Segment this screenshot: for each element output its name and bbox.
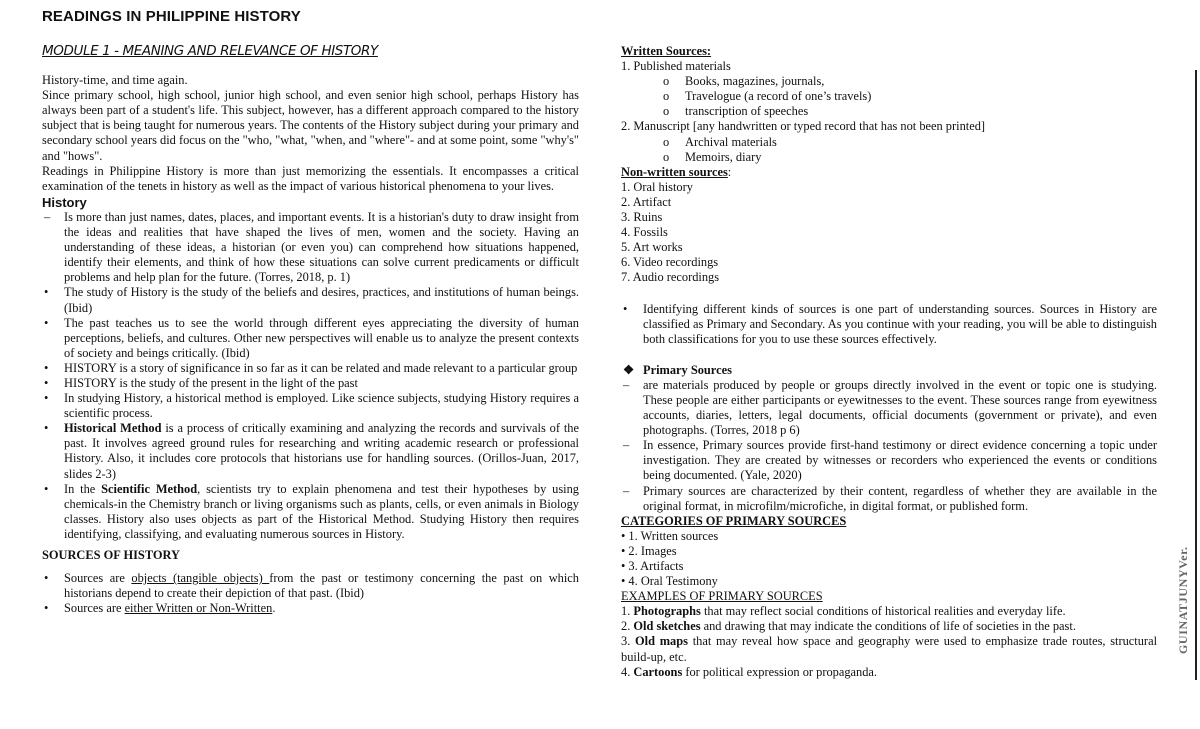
written-sub-text: transcription of speeches <box>685 104 809 119</box>
non-written-item: 7. Audio recordings <box>621 270 720 285</box>
sources-bullet-1-text: from the past or testimony concerning the past on which historians depend to create their depiction of that past. (Ibid) <box>64 571 579 601</box>
category-item: • 4. Oral Testimony <box>621 574 718 589</box>
spacer <box>621 286 1157 302</box>
history-bullet-1 <box>42 285 579 315</box>
sources-bullet-1 <box>42 571 579 601</box>
primary-dash-1 <box>621 378 1157 438</box>
history-dash-item <box>42 210 579 285</box>
sub-marker: o <box>663 134 670 149</box>
history-bullet-3 <box>42 361 579 376</box>
bullet-marker: • <box>44 481 49 496</box>
example-term: Old maps <box>635 634 688 649</box>
example-number: 3. <box>621 634 636 649</box>
primary-sources-heading-text: Primary Sources <box>643 362 732 377</box>
dash-marker: – <box>623 483 630 498</box>
history-bullet-7 <box>42 482 579 542</box>
example-term: Old sketches <box>633 619 701 634</box>
example-2 <box>621 619 1157 634</box>
sub-marker: o <box>663 74 670 89</box>
written-sub-text: Travelogue (a record of one’s travels) <box>685 89 872 104</box>
primary-dash-2-text: In essence, Primary sources provide first-hand testimony or direct evidence concerning a topic under investigation. They are created by witnesses or recorders who experienced the events or conditions being documented. (Yale, 2020) <box>643 438 1157 483</box>
non-written-heading: Non-written sources <box>621 164 728 179</box>
bullet-marker: • <box>44 571 49 586</box>
non-written-colon: : <box>727 164 732 179</box>
history-bullet-6 <box>42 421 579 481</box>
identify-note <box>621 302 1157 347</box>
intro-paragraph-2: Readings in Philippine History is more than just memorizing the essentials. It encompasses a critical examination of the tenets in history as well as the impact of various historical phenomena to your lives. <box>42 163 579 193</box>
page-edge-line <box>1195 70 1197 680</box>
written-sub-text: Memoirs, diary <box>685 149 762 164</box>
primary-sources-heading <box>621 363 1157 378</box>
spacer <box>621 347 1157 363</box>
bullet-marker: • <box>44 285 49 300</box>
bullet-marker: • <box>44 391 49 406</box>
written-sub-text: Books, magazines, journals, <box>685 74 825 89</box>
example-4 <box>621 665 1157 680</box>
example-term: Photographs <box>633 604 701 619</box>
history-bullet-4-text: HISTORY is the study of the present in the light of the past <box>64 375 358 390</box>
sources-bullet-2-pre: Sources are <box>64 601 125 616</box>
sources-bullet-1-pre: Sources are <box>64 571 132 586</box>
bullet-marker: • <box>44 315 49 330</box>
primary-dash-3-text: Primary sources are characterized by their content, regardless of whether they are available in the original format, in microfilm/microfiche, in digital format, or published form. <box>643 483 1157 513</box>
example-text: that may reflect social conditions of historical realities and everyday life. <box>700 604 1066 619</box>
example-1 <box>621 604 1157 619</box>
written-item-2: 2. Manuscript [any handwritten or typed record that has not been printed] <box>621 119 986 134</box>
written-sub-4 <box>621 135 1157 150</box>
written-sources-heading: Written Sources: <box>621 44 712 58</box>
bullet-marker: • <box>44 601 49 616</box>
bullet-marker: • <box>44 421 49 436</box>
sources-bullet-2 <box>42 601 579 616</box>
history-bullet-3-text: HISTORY is a story of significance in so far as it can be related and made relevant to a particular group <box>64 360 578 375</box>
bullet-marker: • <box>44 360 49 375</box>
history-dash-text: Is more than just names, dates, places, and important events. It is a historian's duty to draw insight from the ideas and realities that have shaped the lives of men, women and the society. Having an understanding of these ideas, a historian (or even you) can comprehend how situations happened, identify their elements, and think of how these situations can solve current predicaments or difficult problems and help plan for the future. (Torres, 2018, p. 1) <box>64 209 579 285</box>
intro-paragraph-1: Since primary school, high school, junior high school, and even senior high school, perhaps History has always been part of a student's life. This subject, however, has a different approach compared to the history subject that is being taught for numerous years. The contents of the History subject during your primary and secondary school years did focus on the "who, "what, "when, and "where"- and at some point, some "why's" and "hows". <box>42 88 579 163</box>
written-sub-text: Archival materials <box>685 134 777 149</box>
intro-line: History-time, and time again. <box>42 73 188 88</box>
example-text: and drawing that may indicate the conditions of life of societies in the past. <box>700 619 1076 634</box>
right-column <box>621 44 1157 680</box>
non-written-item: 2. Artifact <box>621 194 672 209</box>
category-item: • 1. Written sources <box>621 528 719 543</box>
bullet-marker: • <box>623 301 628 316</box>
non-written-item: 3. Ruins <box>621 210 663 225</box>
sources-bullet-2-post: . <box>272 601 276 616</box>
sub-marker: o <box>663 149 670 164</box>
dash-marker: – <box>44 209 51 224</box>
categories-heading: CATEGORIES OF PRIMARY SOURCES <box>621 513 847 528</box>
primary-dash-3 <box>621 484 1157 514</box>
history-bullet-4 <box>42 376 579 391</box>
written-nonwritten-term: either Written or Non-Written <box>124 601 273 616</box>
history-bullet-2 <box>42 316 579 361</box>
history-heading: History <box>42 194 87 210</box>
module-title: MODULE 1 - MEANING AND RELEVANCE OF HISTORY <box>42 43 378 59</box>
tangible-objects-term: objects (tangible objects) <box>131 571 270 586</box>
watermark: GUINATJUNYVer. <box>1176 546 1190 654</box>
written-sub-1 <box>621 74 1157 89</box>
category-item: • 2. Images <box>621 543 677 558</box>
primary-dash-1-text: are materials produced by people or groups directly involved in the event or topic one is studying. These people are either participants or eyewitnesses to the event. These sources range from eyewitness accounts, diaries, letters, legal documents, official documents (government or private), and even photographs. (Torres, 2018 p 6) <box>643 377 1157 438</box>
sub-marker: o <box>663 89 670 104</box>
written-sub-5 <box>621 150 1157 165</box>
history-bullet-5-text: In studying History, a historical method is employed. Like science subjects, studying History requires a scientific process. <box>64 391 579 421</box>
identify-note-text: Identifying different kinds of sources is one part of understanding sources. Sources in History are classified as Primary and Secondary. As you continue with your reading, you will be able to distinguish both classifications for you to use these sources effectively. <box>643 301 1157 346</box>
left-column <box>42 44 579 616</box>
example-number: 1. <box>621 604 634 619</box>
history-bullet-6-text: is a process of critically examining and analyzing the records and survivals of the past. It involves agreed ground rules for researching and writing academic research or professional History. Also, it includes core protocols that historians use for handling sources. (Orillos-Juan, 2017, slides 2-3) <box>64 421 579 481</box>
non-written-item: 1. Oral history <box>621 179 693 194</box>
example-number: 2. <box>621 619 634 634</box>
sources-list <box>42 571 579 616</box>
scientific-method-term: Scientific Method <box>101 481 198 496</box>
history-bullet-7-pre: In the <box>64 481 102 496</box>
category-item: • 3. Artifacts <box>621 559 684 573</box>
examples-heading: EXAMPLES OF PRIMARY SOURCES <box>621 589 823 604</box>
written-sub-2 <box>621 89 1157 104</box>
sources-heading: SOURCES OF HISTORY <box>42 548 180 562</box>
history-bullet-7-text: , scientists try to explain phenomena and test their hypotheses by using chemicals-in the Chemistry branch or living organisms such as plants, cells, or even animals in Biology classes. History also uses objects as part of the Historical Method. Studying History then requires identifying, classifying, and evaluating numerous sources in History. <box>64 481 579 541</box>
history-bullet-2-text: The past teaches us to see the world through different eyes appreciating the diversity of human perceptions, beliefs, and cultures. Other new perspectives will enable us to analyze the present contexts of society and beings critically. (Ibid) <box>64 315 579 360</box>
primary-dash-2 <box>621 438 1157 483</box>
example-number: 4. <box>621 664 634 679</box>
bullet-marker: • <box>44 375 49 390</box>
history-list <box>42 210 579 542</box>
dash-marker: – <box>623 377 630 392</box>
non-written-item: 4. Fossils <box>621 225 668 240</box>
history-bullet-5 <box>42 391 579 421</box>
diamond-bullet-icon: ❖ <box>623 362 635 377</box>
identify-note-list <box>621 302 1157 347</box>
non-written-heading-line <box>621 165 1157 180</box>
written-sub-3 <box>621 104 1157 119</box>
example-text: that may reveal how space and geography were used to emphasize trade routes, structural build-up, etc. <box>621 634 1158 664</box>
history-bullet-1-text: The study of History is the study of the beliefs and desires, practices, and institutions of human beings. (Ibid) <box>64 285 579 315</box>
dash-marker: – <box>623 438 630 453</box>
example-term: Cartoons <box>633 664 683 679</box>
sub-marker: o <box>663 104 670 119</box>
non-written-item: 5. Art works <box>621 240 683 255</box>
written-item-1: 1. Published materials <box>621 59 731 74</box>
non-written-item: 6. Video recordings <box>621 255 719 270</box>
example-3 <box>621 634 1157 664</box>
historical-method-term: Historical Method <box>64 421 162 436</box>
example-text: for political expression or propaganda. <box>682 664 878 679</box>
document-title: READINGS IN PHILIPPINE HISTORY <box>42 8 301 25</box>
primary-sources-list <box>621 363 1157 514</box>
